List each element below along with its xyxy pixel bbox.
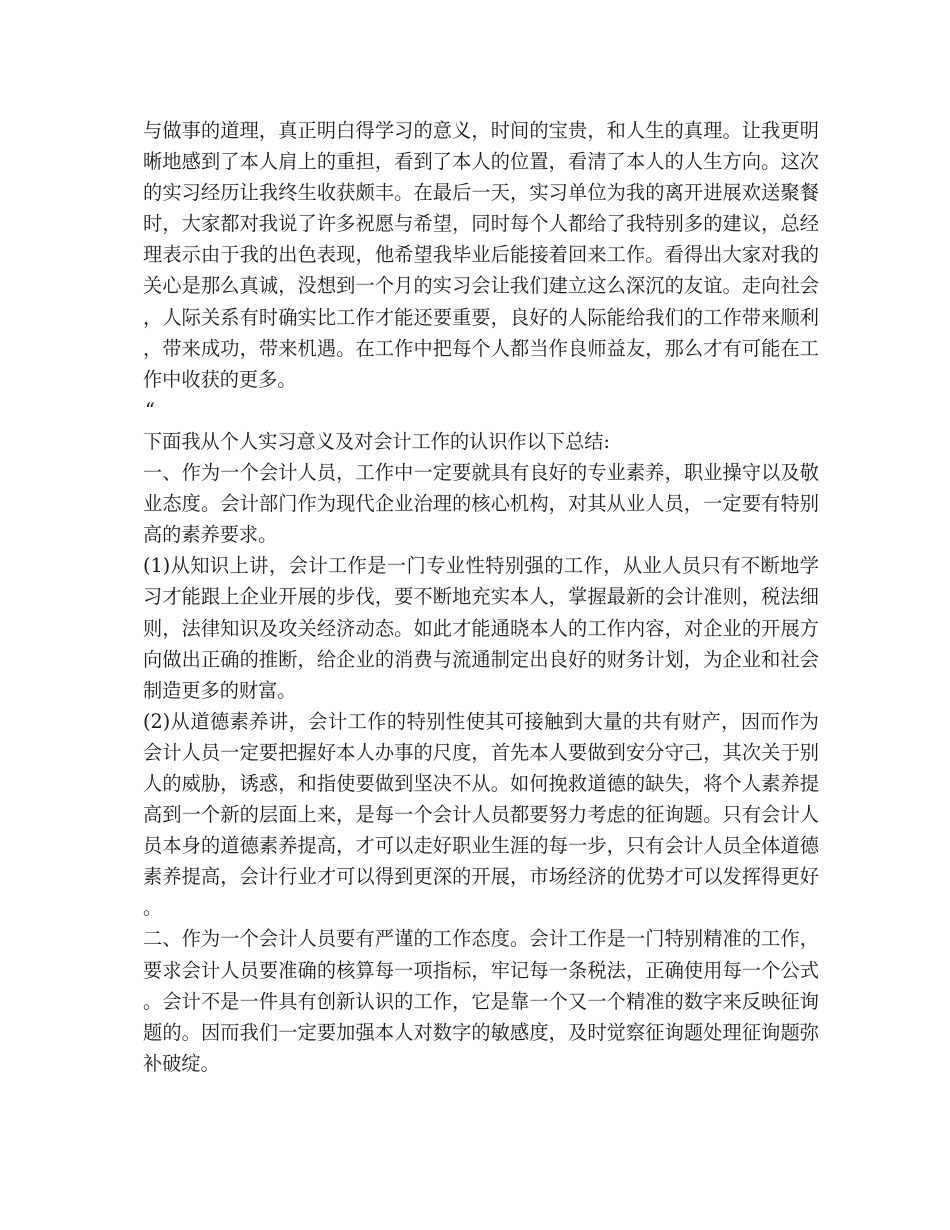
paragraph-point-one: 一、作为一个会计人员，工作中一定要就具有良好的专业素养，职业操守以及敬业态度。会计部门作为现代企业治理的核心机构，对其从业人员，一定要有特别高的素养要求。 — [143, 461, 819, 547]
paragraph-point-two: 二、作为一个会计人员要有严谨的工作态度。会计工作是一门特别精准的工作，要求会计人员要准确的核算每一项指标，牢记每一条税法，正确使用每一个公式。会计不是一件具有创新认识的工作，它是靠一个又一个精准的数字来反映征询题的。因而我们一定要加强本人对数字的敏感度，及时觉察征询题处理征询题弥补破绽。 — [143, 927, 819, 1075]
quote-mark: “ — [145, 398, 155, 422]
paragraph-summary-intro: 下面我从个人实习意义及对会计工作的认识作以下总结: — [143, 429, 610, 453]
paragraph-knowledge: (1)从知识上讲，会计工作是一门专业性特别强的工作，从业人员只有不断地学习才能跟上企业开展的步伐，要不断地充实本人，掌握最新的会计准则，税法细则，法律知识及攻关经济动态。如此才能通晓本人的工作内容，对企业的开展方向做出正确的推断，给企业的消费与流通制定出良好的财务计划，为企业和社会制造更多的财富。 — [143, 554, 819, 702]
paragraph-ethics: (2)从道德素养讲，会计工作的特别性使其可接触到大量的共有财产，因而作为会计人员一定要把握好本人办事的尺度，首先本人要做到安分守己，其次关于别人的威胁，诱惑，和指使要做到坚决不从。如何挽救道德的缺失，将个人素养提高到一个新的层面上来，是每一个会计人员都要努力考虑的征询题。只有会计人员本身的道德素养提高，才可以走好职业生涯的每一步，只有会计人员全体道德素养提高，会计行业才可以得到更深的开展，市场经济的优势才可以发挥得更好。 — [143, 709, 819, 920]
paragraph-internship-reflection: 与做事的道理，真正明白得学习的意义，时间的宝贵，和人生的真理。让我更明晰地感到了本人肩上的重担，看到了本人的位置，看清了本人的人生方向。这次的实习经历让我终生收获颇丰。在最后一天，实习单位为我的离开进展欢送聚餐时，大家都对我说了许多祝愿与希望，同时每个人都给了我特别多的建议，总经理表示由于我的出色表现，他希望我毕业后能接着回来工作。看得出大家对我的关心是那么真诚，没想到一个月的实习会让我们建立这么深沉的友谊。走向社会，人际关系有时确实比工作才能还要重要，良好的人际能给我们的工作带来顺利，带来成功，带来机遇。在工作中把每个人都当作良师益友，那么才有可能在工作中收获的更多。 — [143, 119, 819, 391]
document-body — [143, 115, 819, 1079]
